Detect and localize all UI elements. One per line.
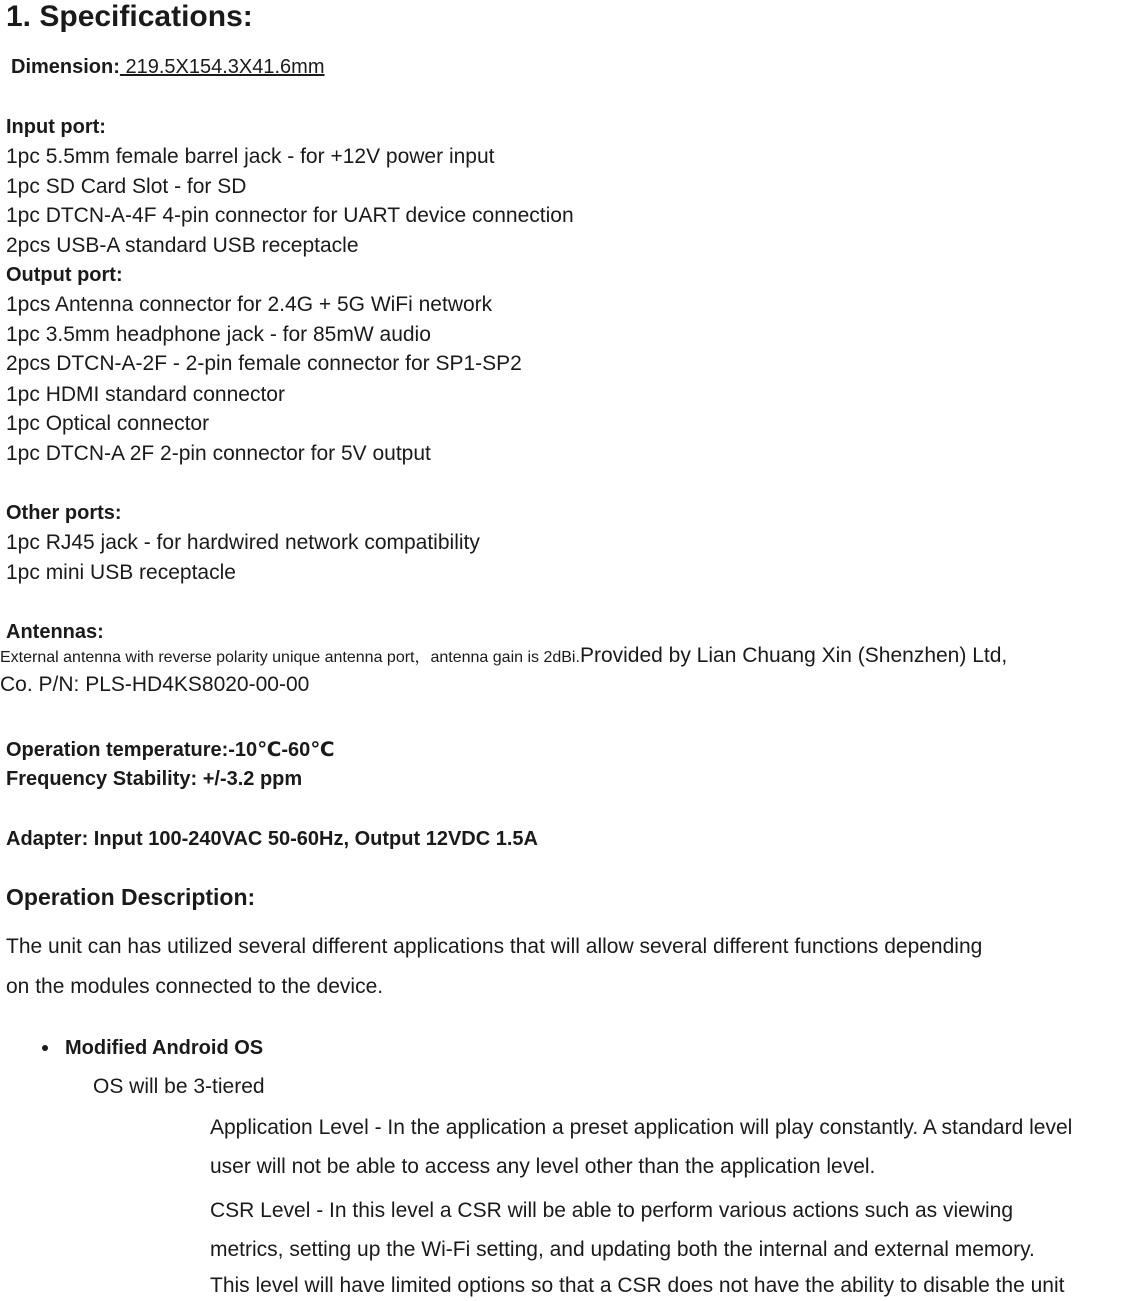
bullet-item-modified-android-os: Modified Android OS <box>65 1037 264 1059</box>
output-port-item: 1pc HDMI standard connector <box>6 383 285 406</box>
operation-description-paragraph: on the modules connected to the device. <box>6 975 384 998</box>
antennas-description <box>0 645 1007 666</box>
application-level-text: user will not be able to access any level other than the application level. <box>210 1155 876 1178</box>
csr-level-text: CSR Level - In this level a CSR will be able to perform various actions such as viewing <box>210 1199 1014 1222</box>
input-port-label: Input port: <box>6 116 106 138</box>
bullet-icon <box>42 1045 48 1051</box>
operation-description-paragraph: The unit can has utilized several different applications that will allow several different functions depending <box>6 935 983 958</box>
frequency-stability: Frequency Stability: +/-3.2 ppm <box>6 768 303 790</box>
adapter-spec: Adapter: Input 100-240VAC 50-60Hz, Output 12VDC 1.5A <box>6 828 538 850</box>
output-port-item: 1pc Optical connector <box>6 412 210 435</box>
output-port-item: 1pc 3.5mm headphone jack - for 85mW audio <box>6 323 431 346</box>
output-port-item: 2pcs DTCN-A-2F - 2-pin female connector for SP1-SP2 <box>6 352 522 375</box>
antennas-label: Antennas: <box>6 621 104 643</box>
csr-level-text: metrics, setting up the Wi-Fi setting, and updating both the internal and external memory. <box>210 1238 1035 1261</box>
dimension-label: Dimension: <box>11 56 120 78</box>
dimension-value: 219.5X154.3X41.6mm <box>119 56 325 78</box>
csr-level-text: This level will have limited options so that a CSR does not have the ability to disable the unit <box>210 1274 1065 1297</box>
output-port-label: Output port: <box>6 264 123 286</box>
output-port-item: 1pc DTCN-A 2F 2-pin connector for 5V output <box>6 442 431 465</box>
output-port-item: 1pcs Antenna connector for 2.4G + 5G WiFi network <box>6 293 493 316</box>
page-title: 1. Specifications: <box>6 0 253 33</box>
antennas-part-number: Co. P/N: PLS-HD4KS8020-00-00 <box>0 673 310 696</box>
input-port-item: 1pc 5.5mm female barrel jack - for +12V power input <box>6 145 495 168</box>
application-level-text: Application Level - In the application a preset application will play constantly. A standard level <box>210 1116 1073 1139</box>
antennas-description-large: Provided by Lian Chuang Xin (Shenzhen) Ltd, <box>579 644 1008 667</box>
input-port-item: 1pc DTCN-A-4F 4-pin connector for UART device connection <box>6 204 574 227</box>
other-ports-item: 1pc RJ45 jack - for hardwired network compatibility <box>6 531 480 554</box>
input-port-item: 2pcs USB-A standard USB receptacle <box>6 234 359 257</box>
input-port-item: 1pc SD Card Slot - for SD <box>6 175 247 198</box>
os-tiers-text: OS will be 3-tiered <box>93 1075 265 1098</box>
other-ports-label: Other ports: <box>6 502 122 524</box>
operation-description-title: Operation Description: <box>6 884 256 910</box>
antennas-description-small: External antenna with reverse polarity unique antenna port，antenna gain is 2dBi. <box>0 649 580 666</box>
dimension-row <box>11 57 325 77</box>
operation-temperature: Operation temperature:-10℃-60℃ <box>6 739 335 761</box>
other-ports-item: 1pc mini USB receptacle <box>6 561 236 584</box>
